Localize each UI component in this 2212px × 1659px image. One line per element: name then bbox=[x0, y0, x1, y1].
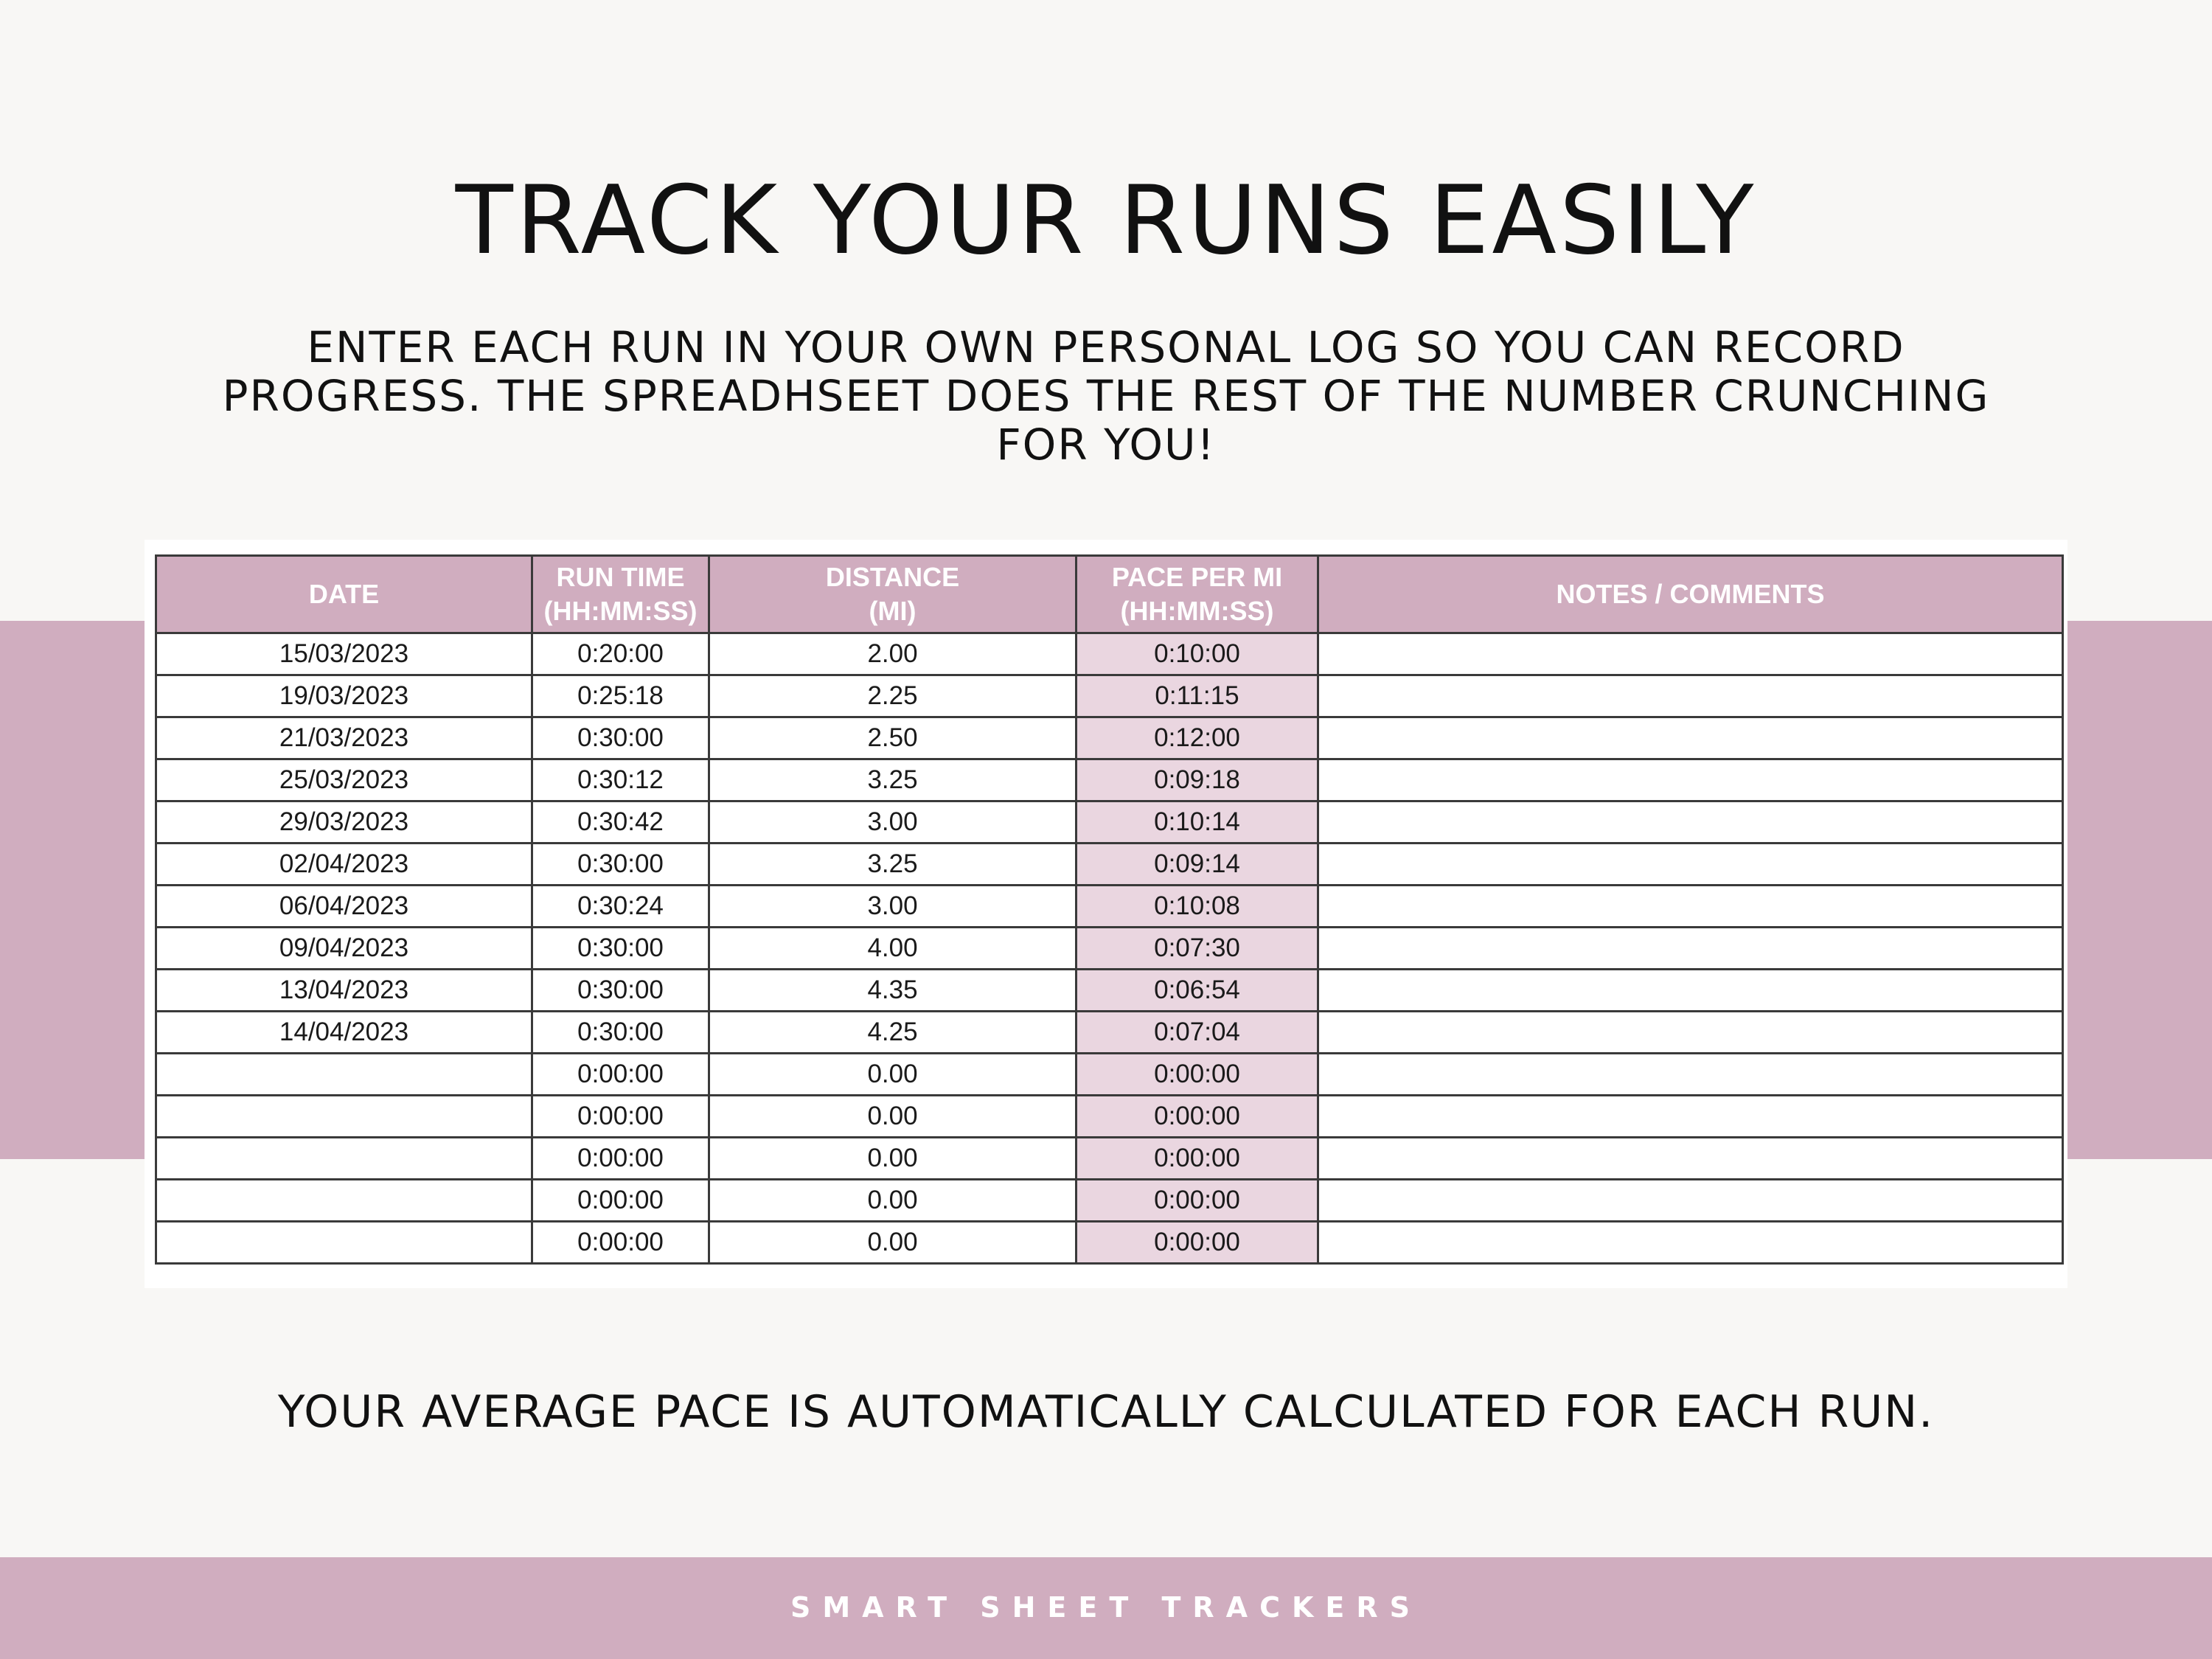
notes-cell[interactable] bbox=[1318, 1138, 2063, 1180]
header-distance bbox=[709, 556, 1077, 633]
header-pace bbox=[1077, 556, 1318, 633]
table-row bbox=[156, 1138, 2063, 1180]
date-cell[interactable]: 02/04/2023 bbox=[156, 844, 532, 886]
notes-cell[interactable] bbox=[1318, 675, 2063, 717]
pace-cell[interactable]: 0:09:18 bbox=[1077, 759, 1318, 801]
run-time-cell[interactable]: 0:25:18 bbox=[532, 675, 709, 717]
notes-cell[interactable] bbox=[1318, 886, 2063, 928]
header-run-time-unit: (HH:MM:SS) bbox=[543, 596, 698, 626]
header-notes: NOTES / COMMENTS bbox=[1318, 556, 2063, 633]
table-row bbox=[156, 633, 2063, 675]
pace-cell[interactable]: 0:10:14 bbox=[1077, 801, 1318, 844]
left-accent-band bbox=[0, 621, 145, 1159]
run-time-cell[interactable]: 0:20:00 bbox=[532, 633, 709, 675]
page-title: TRACK YOUR RUNS EASILY bbox=[455, 166, 1757, 276]
pace-cell[interactable]: 0:07:30 bbox=[1077, 928, 1318, 970]
distance-cell[interactable]: 0.00 bbox=[709, 1054, 1077, 1096]
run-time-cell[interactable]: 0:30:00 bbox=[532, 1012, 709, 1054]
distance-cell[interactable]: 0.00 bbox=[709, 1096, 1077, 1138]
distance-cell[interactable]: 3.00 bbox=[709, 801, 1077, 844]
date-cell[interactable] bbox=[156, 1054, 532, 1096]
notes-cell[interactable] bbox=[1318, 759, 2063, 801]
date-cell[interactable]: 25/03/2023 bbox=[156, 759, 532, 801]
date-cell[interactable]: 06/04/2023 bbox=[156, 886, 532, 928]
distance-cell[interactable]: 4.00 bbox=[709, 928, 1077, 970]
notes-cell[interactable] bbox=[1318, 970, 2063, 1012]
header-pace-unit: (HH:MM:SS) bbox=[1120, 596, 1274, 626]
table-row bbox=[156, 970, 2063, 1012]
table-row bbox=[156, 1054, 2063, 1096]
table-row bbox=[156, 1096, 2063, 1138]
run-time-cell[interactable]: 0:00:00 bbox=[532, 1180, 709, 1222]
table-row bbox=[156, 1012, 2063, 1054]
distance-cell[interactable]: 3.25 bbox=[709, 759, 1077, 801]
distance-cell[interactable]: 3.00 bbox=[709, 886, 1077, 928]
date-cell[interactable]: 13/04/2023 bbox=[156, 970, 532, 1012]
header-pace-label: PACE PER MI bbox=[1111, 562, 1283, 592]
run-time-cell[interactable]: 0:00:00 bbox=[532, 1222, 709, 1264]
run-time-cell[interactable]: 0:30:00 bbox=[532, 970, 709, 1012]
table-row bbox=[156, 801, 2063, 844]
pace-cell[interactable]: 0:09:14 bbox=[1077, 844, 1318, 886]
date-cell[interactable] bbox=[156, 1096, 532, 1138]
distance-cell[interactable]: 0.00 bbox=[709, 1180, 1077, 1222]
date-cell[interactable] bbox=[156, 1222, 532, 1264]
run-time-cell[interactable]: 0:30:24 bbox=[532, 886, 709, 928]
right-accent-band bbox=[2067, 621, 2212, 1159]
pace-cell[interactable]: 0:11:15 bbox=[1077, 675, 1318, 717]
notes-cell[interactable] bbox=[1318, 717, 2063, 759]
table-row bbox=[156, 844, 2063, 886]
run-time-cell[interactable]: 0:30:42 bbox=[532, 801, 709, 844]
notes-cell[interactable] bbox=[1318, 1180, 2063, 1222]
table-header-row bbox=[156, 556, 2063, 633]
notes-cell[interactable] bbox=[1318, 1012, 2063, 1054]
date-cell[interactable]: 19/03/2023 bbox=[156, 675, 532, 717]
pace-cell[interactable]: 0:10:08 bbox=[1077, 886, 1318, 928]
pace-cell[interactable]: 0:00:00 bbox=[1077, 1054, 1318, 1096]
pace-cell[interactable]: 0:10:00 bbox=[1077, 633, 1318, 675]
average-pace-note: YOUR AVERAGE PACE IS AUTOMATICALLY CALCULATED FOR EACH RUN. bbox=[277, 1386, 1935, 1438]
run-time-cell[interactable]: 0:30:12 bbox=[532, 759, 709, 801]
notes-cell[interactable] bbox=[1318, 928, 2063, 970]
notes-cell[interactable] bbox=[1318, 633, 2063, 675]
brand-name: SMART SHEET TRACKERS bbox=[790, 1591, 1422, 1624]
table-row bbox=[156, 886, 2063, 928]
distance-cell[interactable]: 2.50 bbox=[709, 717, 1077, 759]
page-subtitle: ENTER EACH RUN IN YOUR OWN PERSONAL LOG SO YOU CAN RECORD PROGRESS. THE SPREADHSEET DOES THE REST OF THE NUMBER CRUNCHING FOR YOU! bbox=[222, 322, 1990, 470]
pace-cell[interactable]: 0:00:00 bbox=[1077, 1222, 1318, 1264]
header-date: DATE bbox=[156, 556, 532, 633]
distance-cell[interactable]: 3.25 bbox=[709, 844, 1077, 886]
table-row bbox=[156, 717, 2063, 759]
run-time-cell[interactable]: 0:30:00 bbox=[532, 928, 709, 970]
distance-cell[interactable]: 4.25 bbox=[709, 1012, 1077, 1054]
run-time-cell[interactable]: 0:30:00 bbox=[532, 844, 709, 886]
run-log-table bbox=[155, 554, 2064, 1265]
table-row bbox=[156, 675, 2063, 717]
date-cell[interactable]: 29/03/2023 bbox=[156, 801, 532, 844]
date-cell[interactable]: 21/03/2023 bbox=[156, 717, 532, 759]
date-cell[interactable] bbox=[156, 1138, 532, 1180]
run-time-cell[interactable]: 0:00:00 bbox=[532, 1054, 709, 1096]
distance-cell[interactable]: 2.25 bbox=[709, 675, 1077, 717]
date-cell[interactable] bbox=[156, 1180, 532, 1222]
header-distance-label: DISTANCE bbox=[825, 562, 960, 592]
notes-cell[interactable] bbox=[1318, 1222, 2063, 1264]
pace-cell[interactable]: 0:07:04 bbox=[1077, 1012, 1318, 1054]
table-row bbox=[156, 928, 2063, 970]
pace-cell[interactable]: 0:00:00 bbox=[1077, 1180, 1318, 1222]
pace-cell[interactable]: 0:12:00 bbox=[1077, 717, 1318, 759]
date-cell[interactable]: 14/04/2023 bbox=[156, 1012, 532, 1054]
run-time-cell[interactable]: 0:00:00 bbox=[532, 1096, 709, 1138]
header-run-time-label: RUN TIME bbox=[556, 562, 685, 592]
distance-cell[interactable]: 0.00 bbox=[709, 1222, 1077, 1264]
notes-cell[interactable] bbox=[1318, 801, 2063, 844]
run-time-cell[interactable]: 0:00:00 bbox=[532, 1138, 709, 1180]
distance-cell[interactable]: 2.00 bbox=[709, 633, 1077, 675]
pace-cell[interactable]: 0:00:00 bbox=[1077, 1138, 1318, 1180]
pace-cell[interactable]: 0:00:00 bbox=[1077, 1096, 1318, 1138]
notes-cell[interactable] bbox=[1318, 1096, 2063, 1138]
header-distance-unit: (MI) bbox=[869, 596, 917, 626]
distance-cell[interactable]: 0.00 bbox=[709, 1138, 1077, 1180]
pace-cell[interactable]: 0:06:54 bbox=[1077, 970, 1318, 1012]
table-row bbox=[156, 1222, 2063, 1264]
distance-cell[interactable]: 4.35 bbox=[709, 970, 1077, 1012]
table-row bbox=[156, 1180, 2063, 1222]
table-row bbox=[156, 759, 2063, 801]
run-time-cell[interactable]: 0:30:00 bbox=[532, 717, 709, 759]
notes-cell[interactable] bbox=[1318, 1054, 2063, 1096]
header-run-time bbox=[532, 556, 709, 633]
date-cell[interactable]: 09/04/2023 bbox=[156, 928, 532, 970]
notes-cell[interactable] bbox=[1318, 844, 2063, 886]
date-cell[interactable]: 15/03/2023 bbox=[156, 633, 532, 675]
spreadsheet-frame bbox=[145, 540, 2067, 1288]
